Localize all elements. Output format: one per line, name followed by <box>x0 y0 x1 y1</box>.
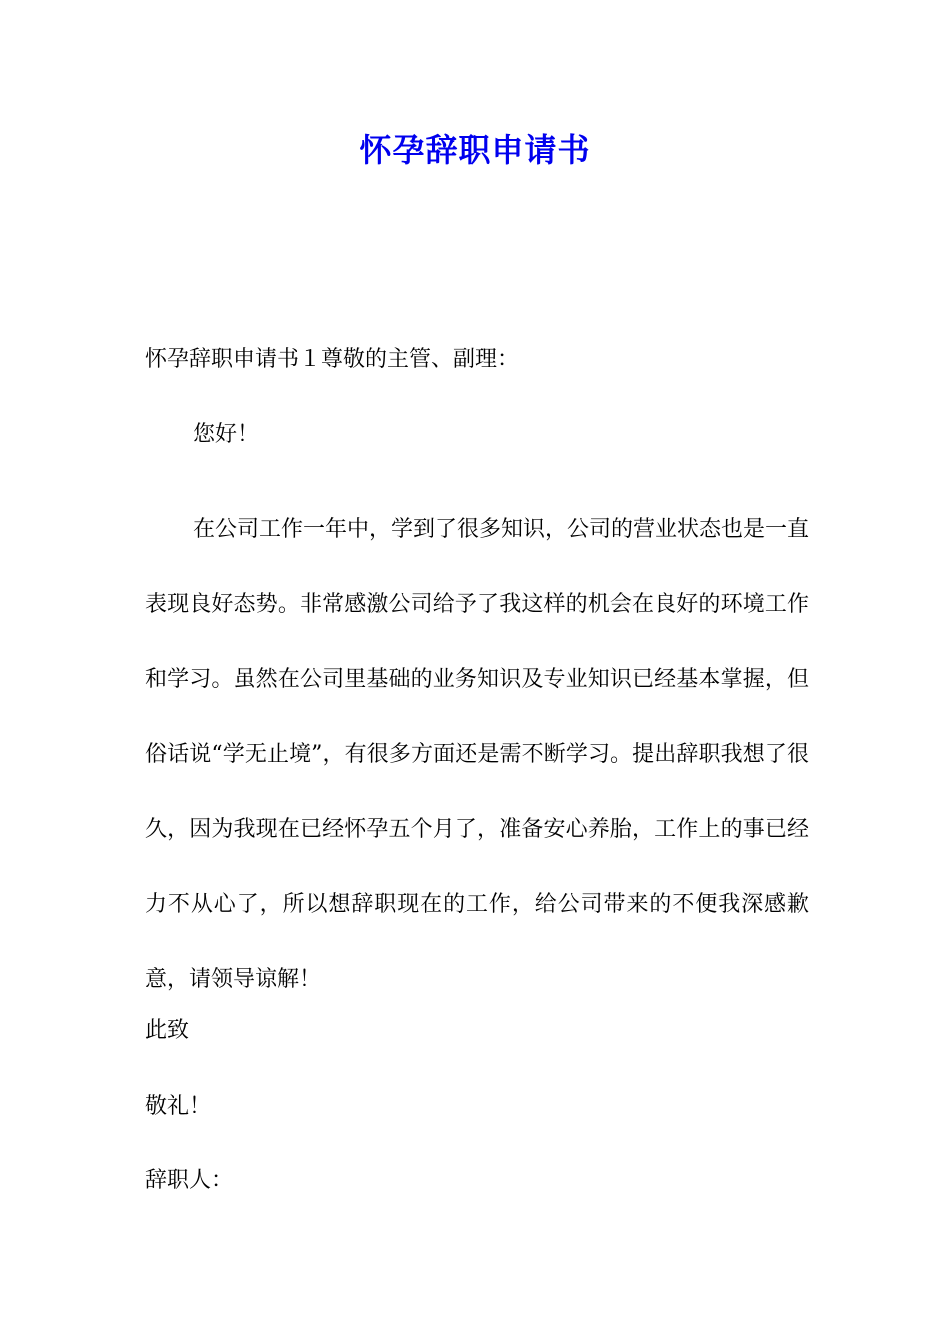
closing-line-2: 敬礼！ <box>145 1094 212 1119</box>
salutation-line: 怀孕辞职申请书１尊敬的主管、副理： <box>145 347 520 372</box>
document-title: 怀孕辞职申请书 <box>359 131 591 169</box>
signature-label: 辞职人： <box>145 1168 234 1193</box>
greeting-line: 您好！ <box>193 422 260 447</box>
closing-line-1: 此致 <box>145 1018 190 1043</box>
body-paragraph: 在公司工作一年中，学到了很多知识，公司的营业状态也是一直表现良好态势。非常感激公司给予了我这样的机会在良好的环境工作和学习。虽然在公司里基础的业务知识及专业知识已经基本掌握，但俗话说“学无止境”，有很多方面还是需不断学习。提出辞职我想了很久，因为我现在已经怀孕五个月了，准备安心养胎，工作上的事已经力不从心了，所以想辞职现在的工作，给公司带来的不便我深感歉意，请领导谅解！ <box>145 517 810 992</box>
